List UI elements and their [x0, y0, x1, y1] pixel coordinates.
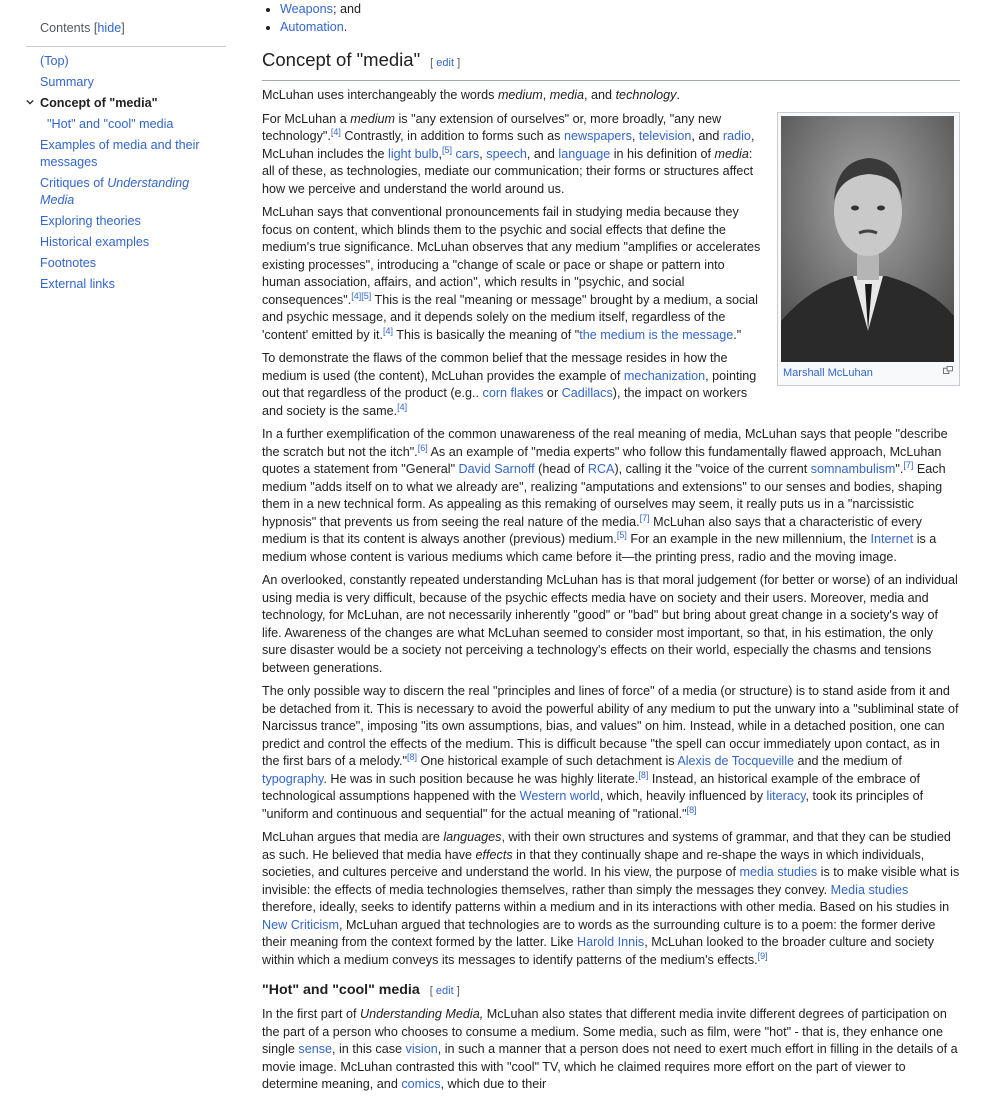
citation[interactable]: [8] [638, 769, 649, 780]
edit-section: [ edit ] [429, 985, 460, 997]
figure-thumbnail [777, 112, 960, 386]
link-cars[interactable]: cars [455, 146, 480, 161]
toc-item-footnotes[interactable]: Footnotes [40, 255, 97, 270]
paragraph: McLuhan says that conventional pronouncements fail in studying media because they focus on content, which blinds them to the psychic and social effects that define the medium's true significance. McLuhan observes that any medium "amplifies or accelerates existing processes", introducing a "change of scale or pace or shape or pattern into human association, affairs, and action", which results in "psychic, and social consequences".[4][5] This is the real "meaning or message" brought by a medium, a social and psychic message, and it depends solely on the medium itself, regardless of the 'content' emitted by it.[4] This is basically the meaning of "the medium is the message." [262, 205, 761, 342]
link-harold-innis[interactable]: Harold Innis [577, 935, 645, 949]
link-cadillacs[interactable]: Cadillacs [561, 386, 613, 400]
link-the-medium-is-the-message[interactable]: the medium is the message [579, 327, 734, 342]
paragraph: In the first part of Understanding Media, McLuhan also states that different media invite different degrees of participation on the part of a person who chooses to consume a medium. Some media, such as film, were "hot" - that is, they enhance one single sense, in this case vision, in such a manner that a person does not need to exert much effort in filling in the details of a movie image. McLuhan contrasted this with "cool" TV, which he claimed requires more effort on the part of viewer to determine meaning, and comics, which due to their [262, 1007, 958, 1091]
link-new-criticism[interactable]: New Criticism [262, 917, 339, 932]
link-rca[interactable]: RCA [587, 462, 615, 476]
paragraph: For McLuhan a medium is "any extension of ourselves" or, more broadly, "any new technology".[4] Contrastly, in addition to forms such as newspapers, television, and radio, McLuhan includes the light bulb,[5] cars, speech, and language in his definition of media: all of these, as technologies, mediate our communication; their forms or structures affect how we perceive and understand the world around us. [262, 111, 755, 196]
link-literacy[interactable]: literacy [766, 789, 806, 803]
toc-hide-link[interactable]: hide [97, 21, 122, 35]
link-television[interactable]: television [638, 129, 692, 143]
toc-item-label: Critiques of [40, 175, 108, 190]
paragraph: In a further exemplification of the common unawareness of the real meaning of media, McLuhan says that people "describe the scratch but not the itch".[6] As an example of "media experts" who follow this fundamentally flawed approach, McLuhan quotes a statement from "General" David Sarnoff (head of RCA), calling it the "voice of the current somnambulism".[7] Each medium "adds itself on to what we already are", realizing "amputations and extensions" to our senses and bodies, shaping them in a new technical form. As appealing as this remaking of ourselves may seem, it really puts us in a "narcissistic hypnosis" that prevents us from seeing the real nature of the media.[7] McLuhan also says that a characteristic of every medium is that its content is always another (previous) medium.[5] For an example in the new millennium, the Internet is a medium whose content is various mediums which came before it—the printing press, radio and the moving image. [262, 427, 948, 564]
link-automation[interactable]: Automation [280, 20, 344, 34]
citation[interactable]: [6] [417, 442, 428, 453]
edit-link[interactable]: edit [435, 985, 454, 997]
toc-item-historical-examples[interactable]: Historical examples [40, 234, 150, 249]
citation[interactable]: [4] [397, 401, 408, 412]
article-content [262, 0, 960, 1100]
link-somnambulism[interactable]: somnambulism [810, 462, 896, 476]
link-media-studies-2[interactable]: Media studies [830, 882, 909, 897]
paragraph: To demonstrate the flaws of the common belief that the message resides in how the medium is used (the content), McLuhan provides the example of mechanization, pointing out that regardless of the product (e.g.. corn flakes or Cadillacs), the impact on workers and society is the same.[4] [262, 351, 757, 418]
citation[interactable]: [5] [361, 290, 372, 301]
link-vision[interactable]: vision [405, 1042, 438, 1056]
toc-item-concept-of-media[interactable] [26, 95, 226, 112]
link-sense[interactable]: sense [298, 1042, 333, 1056]
toc-item-hot-and-cool-media[interactable]: "Hot" and "cool" media [47, 116, 174, 131]
link-radio[interactable]: radio [722, 129, 751, 143]
toc-item-examples[interactable]: Examples of media and their messages [40, 137, 200, 169]
citation[interactable]: [8] [406, 751, 417, 762]
link-language[interactable]: language [558, 146, 611, 161]
citation[interactable]: [8] [686, 804, 697, 815]
toc-title: Contents [40, 21, 91, 35]
citation[interactable]: [7] [903, 459, 914, 470]
bullet-list [262, 0, 960, 36]
link-david-sarnoff[interactable]: David Sarnoff [458, 462, 535, 476]
link-weapons[interactable]: Weapons [280, 2, 333, 16]
citation[interactable]: [7] [639, 512, 650, 523]
toc-item-external-links[interactable]: External links [40, 276, 115, 291]
paragraph: McLuhan argues that media are languages, with their own structures and systems of grammar, and that they can be studied as such. He believed that media have effects in that they continually shape and re-shape the ways in which individuals, societies, and cultures perceive and understand the world. In his view, the purpose of media studies is to make visible what is invisible: the effects of media technologies themselves, rather than simply the messages they convey. Media studies therefore, ideally, seeks to identify patterns within a medium and in its interactions with other media. Based on his studies in New Criticism, McLuhan argued that technologies are to words as the surrounding culture is to a poem: the former derive their meaning from the context formed by the latter. Like Harold Innis, McLuhan looked to the broader culture and society within which a medium conveys its messages to identify patterns of the medium's effects.[9] [262, 830, 960, 967]
toc-item-exploring-theories[interactable]: Exploring theories [40, 213, 141, 228]
link-comics[interactable]: comics [401, 1077, 441, 1091]
list-item: • Weapons; and [280, 0, 960, 18]
toc-item-label-italic: Understanding Media [40, 175, 190, 207]
chevron-down-icon[interactable] [26, 98, 34, 106]
paragraph: The only possible way to discern the real "principles and lines of force" of a media (or structure) is to stand aside from it and be detached from it. This is necessary to avoid the powerful ability of any medium to put the unwary into a "subliminal state of Narcissus trance", imposing "its own assumptions, bias, and values" on him. Instead, while in a detached position, one can predict and control the effects of the medium. This is difficult because "the spell can occur immediately upon contact, as in the first bars of a melody."[8] One historical example of such detachment is Alexis de Tocqueville and the medium of typography. He was in such position because he was highly literate.[8] Instead, an historical example of the embrace of technological assumptions happened with the Western world, which, heavily influenced by literacy, took its principles of "uniform and continuous and sequential" for the actual meaning of "rational."[8] [262, 684, 959, 821]
link-typography[interactable]: typography [262, 771, 324, 786]
link-speech[interactable]: speech [486, 146, 527, 161]
link-mechanization[interactable]: mechanization [623, 368, 706, 383]
list-item: • Automation. [280, 18, 960, 36]
toc-item-summary[interactable]: Summary [40, 74, 94, 89]
section-heading-concept-of-media: Concept of "media" [ edit ] [262, 48, 960, 81]
table-of-contents [26, 20, 226, 293]
section-heading-hot-and-cool-media: "Hot" and "cool" media [ edit ] [262, 982, 460, 998]
portrait-image[interactable] [781, 116, 954, 362]
citation[interactable]: [5] [616, 529, 627, 540]
magnify-icon[interactable] [943, 366, 953, 374]
paragraph: McLuhan uses interchangeably the words medium, media, and technology. [262, 88, 680, 102]
citation[interactable]: [4] [330, 126, 341, 137]
citation[interactable]: [9] [757, 950, 768, 961]
edit-section: [ edit ] [430, 57, 461, 69]
link-newspapers[interactable]: newspapers [563, 129, 632, 143]
toc-item-top[interactable]: (Top) [40, 53, 69, 68]
citation[interactable]: [4] [383, 325, 394, 336]
toc-item-critiques[interactable] [26, 175, 226, 209]
link-media-studies[interactable]: media studies [739, 865, 818, 879]
link-light-bulb[interactable]: light bulb [388, 146, 439, 161]
edit-link[interactable]: edit [436, 57, 455, 69]
figure-caption [781, 362, 956, 382]
link-western-world[interactable]: Western world [519, 789, 600, 803]
citation[interactable]: [5] [441, 144, 452, 155]
paragraph: An overlooked, constantly repeated understanding McLuhan has is that moral judgement (for better or worse) of an individual using media is very difficult, because of the psychic effects media have on society and their users. Moreover, media and technology, for McLuhan, are not necessarily inherently "good" or "bad" but bring about great change in a society's way of life. Awareness of the changes are what McLuhan seemed to consider most important, so that, in his estimation, the only sure disaster would be a society not perceiving a technology's effects on their world, especially the chasms and tensions between generations. [262, 573, 958, 675]
toc-item-label: Concept of "media" [40, 95, 158, 110]
link-alexis-de-tocqueville[interactable]: Alexis de Tocqueville [677, 754, 795, 768]
citation[interactable]: [4] [351, 290, 362, 301]
link-corn-flakes[interactable]: corn flakes [482, 386, 544, 400]
caption-link[interactable]: Marshall McLuhan [783, 366, 873, 379]
toc-header: Contents [hide] [26, 20, 226, 47]
link-internet[interactable]: Internet [870, 532, 914, 546]
